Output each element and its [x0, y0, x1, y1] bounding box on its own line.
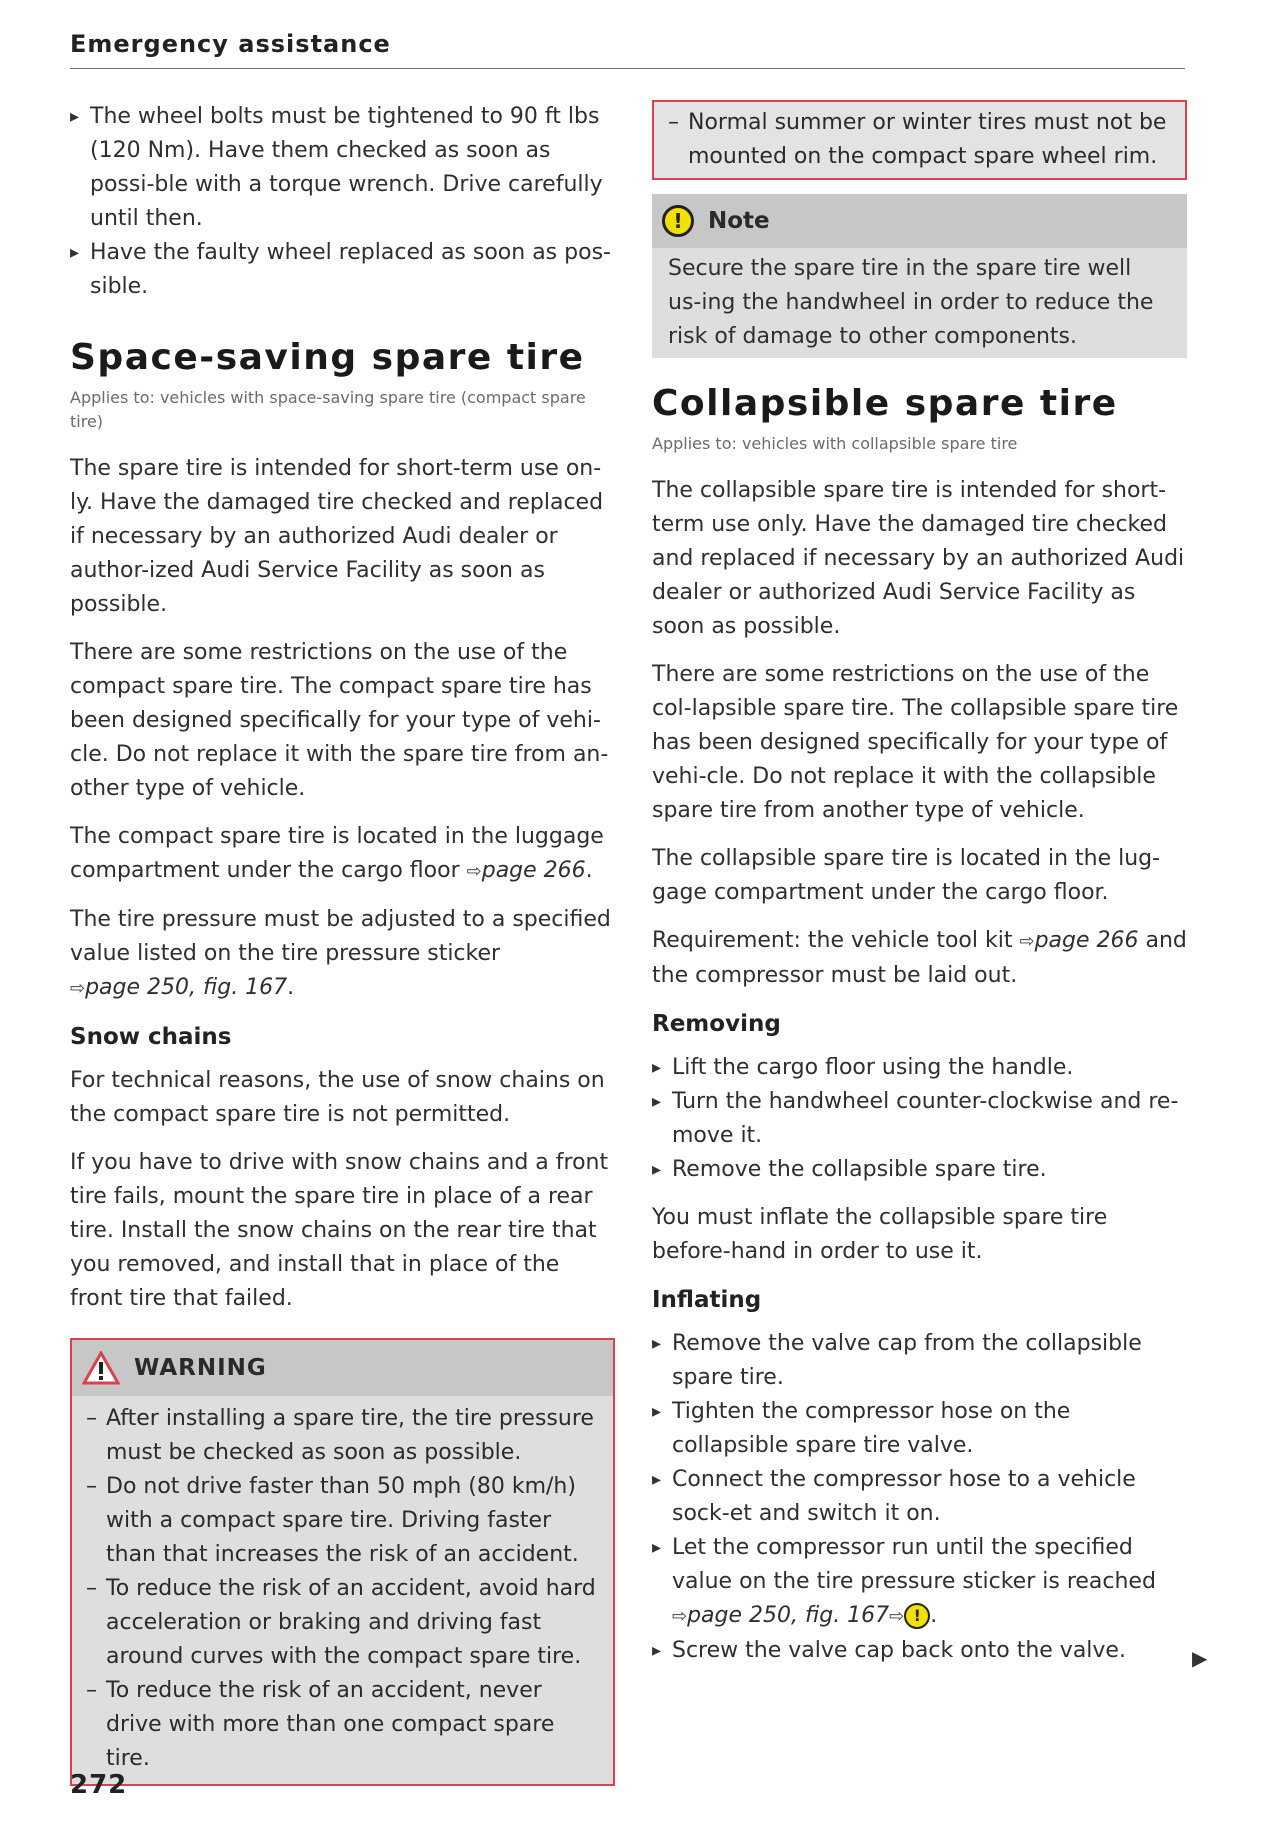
arrow-right-icon: ⇨	[672, 1606, 688, 1627]
warning-item: – Do not drive faster than 50 mph (80 km/h) with a compact spare tire. Driving faster than that increases the risk of an accident.	[86, 1470, 599, 1572]
section-heading-space-saving: Space-saving spare tire	[70, 337, 585, 378]
warning-title: WARNING	[134, 1355, 267, 1381]
paragraph: You must inflate the collapsible spare tire before-hand in order to use it.	[652, 1205, 1108, 1264]
paragraph: If you have to drive with snow chains and a front tire fails, mount the spare tire in place of a rear tire. Install the snow chains on the rear tire that you removed, and install that in place of the front tire that failed.	[70, 1150, 609, 1311]
page-header-title: Emergency assistance	[70, 30, 391, 58]
subheading-removing: Removing	[652, 1011, 781, 1037]
intro-bullet: ▸ Have the faulty wheel replaced as soon as pos-sible.	[70, 236, 615, 304]
warning-item: – Normal summer or winter tires must not be mounted on the compact spare wheel rim.	[668, 106, 1171, 174]
warning-box	[70, 1338, 615, 1786]
caution-circle-icon[interactable]: !	[904, 1603, 930, 1629]
arrow-right-icon: ⇨	[466, 861, 482, 882]
arrow-right-icon: ⇨	[889, 1606, 905, 1627]
warning-item: – To reduce the risk of an accident, avoid hard acceleration or braking and driving fast around curves with the compact spare tire.	[86, 1572, 599, 1674]
paragraph	[70, 820, 615, 889]
inflating-step: ▸ Screw the valve cap back onto the valve.	[652, 1634, 1187, 1668]
page-reference-link[interactable]: page 266	[481, 858, 586, 883]
caution-circle-icon: !	[662, 205, 694, 237]
paragraph: There are some restrictions on the use of the compact spare tire. The compact spare tire has been designed specifically for your type of vehi-cle. Do not replace it with the spare tire from an-other type of vehicle.	[70, 640, 609, 801]
removing-step: ▸ Lift the cargo floor using the handle.	[652, 1051, 1187, 1085]
inflating-step	[652, 1531, 1187, 1634]
inflating-step: ▸ Connect the compressor hose to a vehicle sock-et and switch it on.	[652, 1463, 1187, 1531]
period: .	[585, 858, 593, 883]
left-column	[70, 100, 615, 1786]
paragraph: The collapsible spare tire is intended for short-term use only. Have the damaged tire checked and replaced if necessary by an authorized Audi dealer or authorized Audi Service Facility as soon as possible.	[652, 478, 1185, 639]
page-reference-link[interactable]: page 250, fig. 167	[85, 975, 288, 1000]
warning-triangle-icon	[82, 1351, 120, 1385]
warning-item: – To reduce the risk of an accident, never drive with more than one compact spare tire.	[86, 1674, 599, 1776]
subheading-snow-chains: Snow chains	[70, 1024, 232, 1050]
paragraph	[652, 924, 1187, 993]
inflating-step: ▸ Tighten the compressor hose on the collapsible spare tire valve.	[652, 1395, 1187, 1463]
warning-item: – After installing a spare tire, the tire pressure must be checked as soon as possible.	[86, 1402, 599, 1470]
header-rule	[70, 68, 1185, 69]
paragraph-text: and the compressor must be laid out.	[652, 928, 1187, 988]
inflating-step: ▸ Remove the valve cap from the collapsible spare tire.	[652, 1327, 1187, 1395]
note-title: Note	[708, 208, 770, 234]
arrow-right-icon: ⇨	[70, 978, 86, 999]
paragraph: The spare tire is intended for short-term use on-ly. Have the damaged tire checked and replaced if necessary by an authorized Audi dealer or author-ized Audi Service Facility as soon as possible.	[70, 456, 604, 617]
section-heading-collapsible: Collapsible spare tire	[652, 383, 1118, 424]
note-text: Secure the spare tire in the spare tire well us-ing the handwheel in order to reduce the risk of damage to other components.	[668, 256, 1154, 349]
note-header	[652, 194, 1187, 248]
paragraph-text: The compact spare tire is located in the luggage compartment under the cargo floor	[70, 824, 604, 883]
period: .	[930, 1603, 938, 1628]
paragraph: The collapsible spare tire is located in the lug-gage compartment under the cargo floor.	[652, 846, 1161, 905]
paragraph	[70, 903, 615, 1006]
applies-to-note: Applies to: vehicles with collapsible spare tire	[652, 434, 1018, 453]
page-reference-link[interactable]: page 250, fig. 167	[687, 1603, 890, 1628]
step-text: Let the compressor run until the specified value on the tire pressure sticker is reached	[672, 1535, 1156, 1594]
right-column	[652, 100, 1187, 1668]
warning-header	[72, 1340, 613, 1396]
period: .	[287, 975, 295, 1000]
warning-continuation-box	[652, 100, 1187, 180]
paragraph: There are some restrictions on the use of the col-lapsible spare tire. The collapsible spare tire has been designed specifically for your type of vehi-cle. Do not replace it with the collapsible spare tire from another type of vehicle.	[652, 662, 1179, 823]
applies-to-note: Applies to: vehicles with space-saving spare tire (compact spare tire)	[70, 388, 586, 431]
paragraph: For technical reasons, the use of snow chains on the compact spare tire is not permitted.	[70, 1068, 605, 1127]
paragraph-text: The tire pressure must be adjusted to a specified value listed on the tire pressure sticker	[70, 907, 611, 966]
arrow-right-icon: ⇨	[1019, 931, 1035, 952]
page-reference-link[interactable]: page 266	[1034, 928, 1139, 953]
removing-step: ▸ Remove the collapsible spare tire.	[652, 1153, 1187, 1187]
paragraph-text: Requirement: the vehicle tool kit	[652, 928, 1013, 953]
warning-body	[72, 1396, 613, 1784]
note-body	[652, 248, 1187, 358]
intro-bullet: ▸ The wheel bolts must be tightened to 90 ft lbs (120 Nm). Have them checked as soon as possi-ble with a torque wrench. Drive carefully until then.	[70, 100, 615, 236]
note-box	[652, 194, 1187, 358]
page-number: 272	[70, 1770, 128, 1800]
subheading-inflating: Inflating	[652, 1287, 762, 1313]
continue-arrow-icon: ▶	[1192, 1646, 1208, 1670]
removing-step: ▸ Turn the handwheel counter-clockwise and re-move it.	[652, 1085, 1187, 1153]
